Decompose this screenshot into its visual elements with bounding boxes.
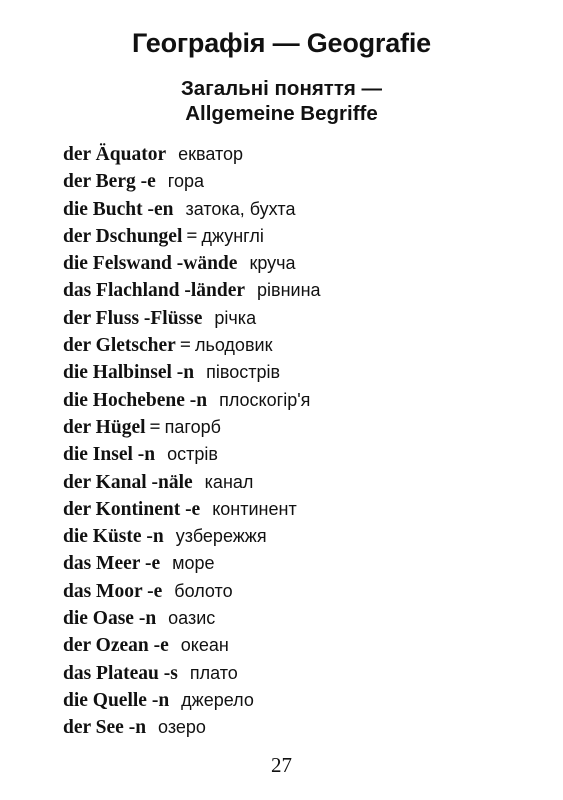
german-term: der Fluss -Flüsse [63, 307, 203, 329]
vocabulary-entry [63, 387, 321, 414]
vocabulary-entry [63, 277, 321, 304]
plural-unchanged-mark: = [186, 225, 198, 247]
ukrainian-translation: оазис [168, 608, 216, 629]
german-term: der Äquator [63, 144, 167, 165]
vocabulary-entry [63, 469, 321, 496]
ukrainian-translation: болото [174, 580, 233, 601]
german-term: die Felswand -wände [63, 253, 238, 275]
german-term: der Kanal -näle [63, 471, 193, 493]
ukrainian-translation: гора [167, 171, 204, 192]
ukrainian-translation: острів [167, 444, 218, 465]
ukrainian-translation: річка [214, 307, 257, 328]
german-term: der Ozean -e [63, 635, 169, 657]
german-term: das Plateau -s [63, 662, 178, 684]
ukrainian-translation: півострів [206, 362, 281, 383]
german-term: die Bucht -en [63, 198, 174, 220]
german-term: die Oase -n [63, 608, 157, 630]
subtitle-line-ukrainian: Загальні поняття — [180, 77, 383, 100]
german-term: der Gletscher [63, 335, 176, 357]
ukrainian-translation: круча [249, 253, 296, 274]
vocabulary-entry [63, 196, 321, 223]
ukrainian-translation: море [172, 553, 215, 574]
vocabulary-list [63, 141, 321, 742]
vocabulary-entry [63, 496, 321, 523]
german-term: die Hochebene -n [63, 389, 208, 411]
vocabulary-entry [63, 223, 321, 250]
vocabulary-entry [63, 660, 321, 687]
section-subtitle [0, 76, 563, 126]
vocabulary-entry [63, 332, 321, 359]
plural-unchanged-mark: = [179, 335, 191, 357]
ukrainian-translation: плоскогір'я [219, 389, 311, 410]
page-number: 27 [271, 753, 292, 777]
ukrainian-translation: океан [180, 635, 229, 656]
plural-unchanged-mark: = [149, 416, 161, 438]
vocabulary-entry [63, 168, 321, 195]
vocabulary-entry [63, 141, 321, 168]
german-term: das Meer -e [63, 553, 161, 575]
german-term: der Berg -e [63, 171, 156, 193]
german-term: das Flachland -länder [63, 280, 246, 302]
ukrainian-translation: пагорб [164, 416, 221, 437]
ukrainian-translation: канал [204, 471, 254, 492]
german-term: die Quelle -n [63, 689, 170, 711]
ukrainian-translation: льодовик [194, 335, 273, 356]
ukrainian-translation: джунглі [201, 225, 264, 246]
vocabulary-entry [63, 250, 321, 277]
vocabulary-entry [63, 632, 321, 659]
page-title: Географія — Geografie [132, 28, 431, 58]
german-term: der See -n [63, 717, 147, 739]
german-term: der Kontinent -e [63, 498, 201, 520]
vocabulary-entry [63, 359, 321, 386]
german-term: der Dschungel [63, 225, 183, 247]
vocabulary-entry [63, 305, 321, 332]
ukrainian-translation: плато [189, 662, 238, 683]
vocabulary-entry [63, 523, 321, 550]
ukrainian-translation: континент [212, 498, 297, 519]
vocabulary-entry [63, 714, 321, 741]
vocabulary-entry [63, 441, 321, 468]
german-term: die Halbinsel -n [63, 362, 195, 384]
ukrainian-translation: рівнина [257, 280, 321, 301]
vocabulary-entry [63, 550, 321, 577]
ukrainian-translation: узбережжя [175, 526, 267, 547]
ukrainian-translation: джерело [181, 689, 254, 710]
german-term: die Insel -n [63, 444, 156, 466]
german-term: der Hügel [63, 416, 146, 438]
ukrainian-translation: затока, бухта [185, 198, 296, 219]
vocabulary-entry [63, 578, 321, 605]
german-term: das Moor -e [63, 580, 163, 602]
german-term: die Küste -n [63, 526, 164, 548]
vocabulary-entry [63, 605, 321, 632]
subtitle-line-german: Allgemeine Begriffe [185, 102, 378, 125]
ukrainian-translation: озеро [158, 717, 206, 738]
ukrainian-translation: екватор [178, 144, 244, 164]
vocabulary-entry [63, 414, 321, 441]
vocabulary-entry [63, 687, 321, 714]
